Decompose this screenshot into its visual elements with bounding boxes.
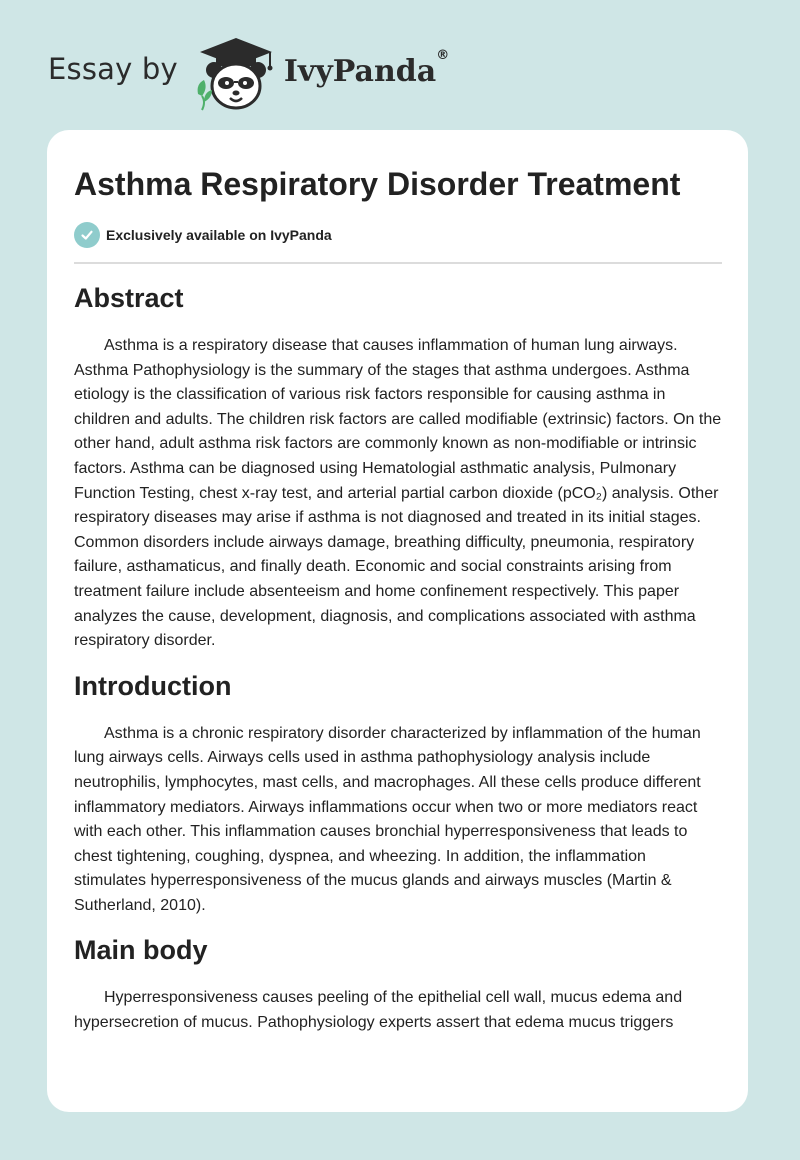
exclusive-badge-text: Exclusively available on IvyPanda <box>106 227 332 243</box>
check-circle-icon <box>74 222 100 248</box>
brand-prefix: Essay by <box>48 52 178 86</box>
essay-card-inner <box>47 130 748 1036</box>
brand-name-text: IvyPanda <box>283 53 437 89</box>
site-header <box>48 32 449 112</box>
essay-card <box>47 130 748 1112</box>
brand-name[interactable] <box>283 47 450 89</box>
section-abstract <box>74 282 722 654</box>
abstract-paragraph: Asthma is a respiratory disease that causes inflammation of human lung airways. Asthma Pathophysiology is the summary of the stages that asthma undergoes. Asthma etiology is the classification of various risk factors responsible for causing asthma in children and adults. The children risk factors are called modifiable (extrinsic) factors. On the other hand, adult asthma risk factors are commonly known as non-modifiable or intrinsic factors. Asthma can be diagnosed using Hematologial asthmatic analysis, Pulmonary Function Testing, chest x-ray test, and arterial partial carbon dioxide (pCO₂) analysis. Other respiratory diseases may arise if asthma is not diagnosed and treated in its initial stages. Common disorders include airways damage, breathing difficulty, pneumonia, respiratory failure, asthamaticus, and finally death. Economic and social constraints arising from treatment failure include absenteeism and home confinement respectively. This paper analyzes the cause, development, diagnosis, and complications associated with asthma respiratory disorder. <box>74 337 722 650</box>
panda-graduate-icon[interactable] <box>192 32 280 112</box>
section-introduction <box>74 670 722 919</box>
section-main-body <box>74 934 722 1035</box>
section-heading-introduction: Introduction <box>74 670 232 701</box>
main-body-paragraph: Hyperresponsiveness causes peeling of the epithelial cell wall, mucus edema and hypersecretion of mucus. Pathophysiology experts assert that edema mucus triggers <box>74 989 683 1032</box>
essay-title: Asthma Respiratory Disorder Treatment <box>74 166 681 202</box>
title-divider <box>74 262 722 264</box>
exclusive-badge <box>74 222 722 248</box>
introduction-paragraph: Asthma is a chronic respiratory disorder characterized by inflammation of the human lung airways cells. Airways cells used in asthma pathophysiology analysis include neutrophilis, lymphocytes, mast cells, and macrophages. All these cells produce different inflammatory mediators. Airways inflammations occur when two or more mediators react with each other. This inflammation causes bronchial hyperresponsiveness that leads to chest tightening, coughing, dyspnea, and wheezing. In addition, the inflammation stimulates hyperresponsiveness of the mucus glands and airways muscles (Martin & Sutherland, 2010). <box>74 724 701 914</box>
section-heading-abstract: Abstract <box>74 283 184 313</box>
section-heading-main-body: Main body <box>74 935 208 966</box>
registered-mark: ® <box>436 47 450 63</box>
